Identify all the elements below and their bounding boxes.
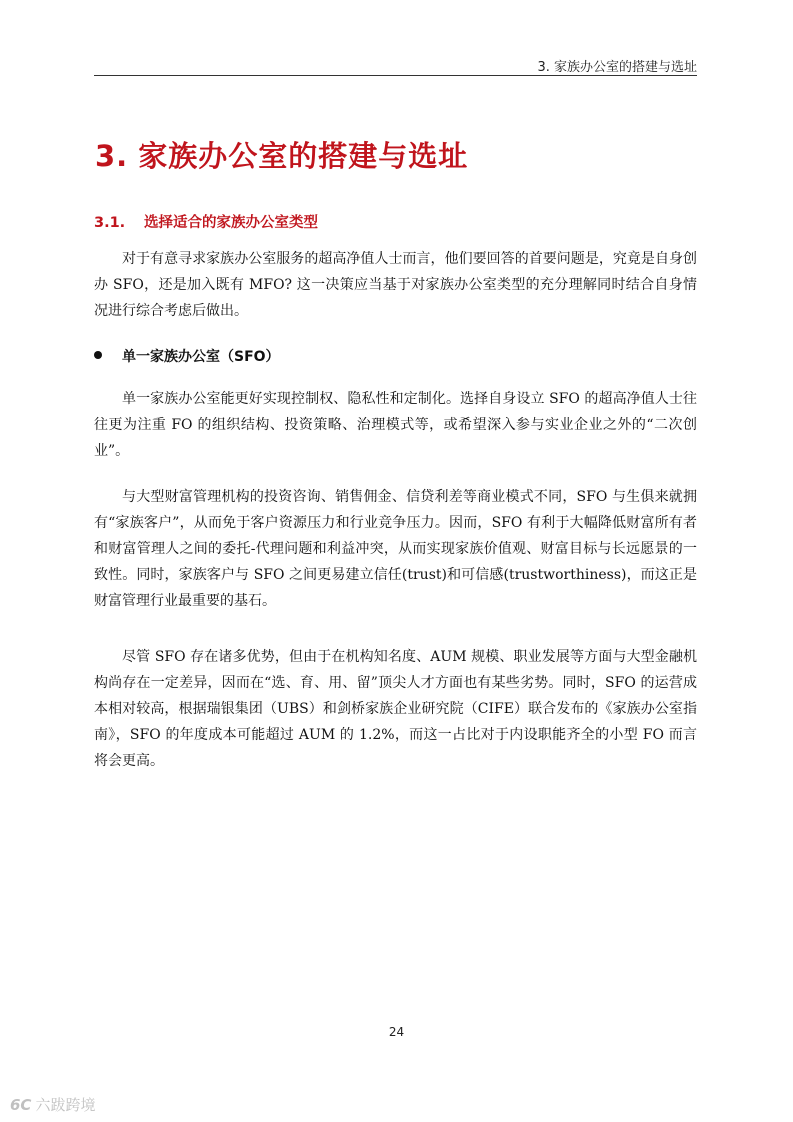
chapter-title-text: 家族办公室的搭建与选址: [138, 139, 469, 173]
paragraph-intro: 对于有意寻求家族办公室服务的超高净值人士而言，他们要回答的首要问题是，究竟是自身创办 SFO，还是加入既有 MFO? 这一决策应当基于对家族办公室类型的充分理解同时结合自身情况进行综合考虑后做出。: [94, 251, 697, 319]
watermark: [10, 1094, 95, 1115]
paragraph-sfo-disadvantages: 尽管 SFO 存在诸多优势，但由于在机构知名度、AUM 规模、职业发展等方面与大型金融机构尚存在一定差异，因而在“选、育、用、留”顶尖人才方面也有某些劣势。同时，SFO 的运营成本相对较高，根据瑞银集团（UBS）和剑桥家族企业研究院（CIFE）联合发布的《家族办公室指南》，SFO 的年度成本可能超过 AUM 的 1.2%，而这一占比对于内设职能齐全的小型 FO 而言将会更高。: [94, 649, 697, 769]
header-divider: [94, 75, 697, 76]
chapter-title: [95, 134, 468, 175]
paragraph-sfo-advantages: 与大型财富管理机构的投资咨询、销售佣金、信贷利差等商业模式不同，SFO 与生俱来就拥有“家族客户”，从而免于客户资源压力和行业竞争压力。因而，SFO 有利于大幅降低财富所有者和财富管理人之间的委托-代理问题和利益冲突，从而实现家族价值观、财富目标与长远愿景的一致性。同时，家族客户与 SFO 之间更易建立信任(trust)和可信感(trustworthiness)，而这正是财富管理行业最重要的基石。: [94, 489, 697, 609]
bullet-item-sfo: [94, 346, 280, 366]
page-number: 24: [388, 1025, 405, 1039]
paragraph-sfo-overview: 单一家族办公室能更好实现控制权、隐私性和定制化。选择自身设立 SFO 的超高净值人士往往更为注重 FO 的组织结构、投资策略、治理模式等，或希望深入参与实业企业之外的“二次创业”。: [94, 391, 697, 459]
section-number: 3.1.: [94, 215, 126, 231]
running-header: 3. 家族办公室的搭建与选址: [537, 60, 697, 75]
bullet-label: 单一家族办公室（SFO）: [122, 349, 280, 365]
watermark-text: 六跋跨境: [35, 1096, 96, 1114]
section-heading: [94, 211, 318, 232]
section-title-text: 选择适合的家族办公室类型: [144, 215, 318, 231]
bullet-dot-icon: [94, 351, 102, 359]
chapter-number: 3.: [95, 139, 129, 173]
watermark-logo-icon: 6C: [10, 1096, 32, 1114]
